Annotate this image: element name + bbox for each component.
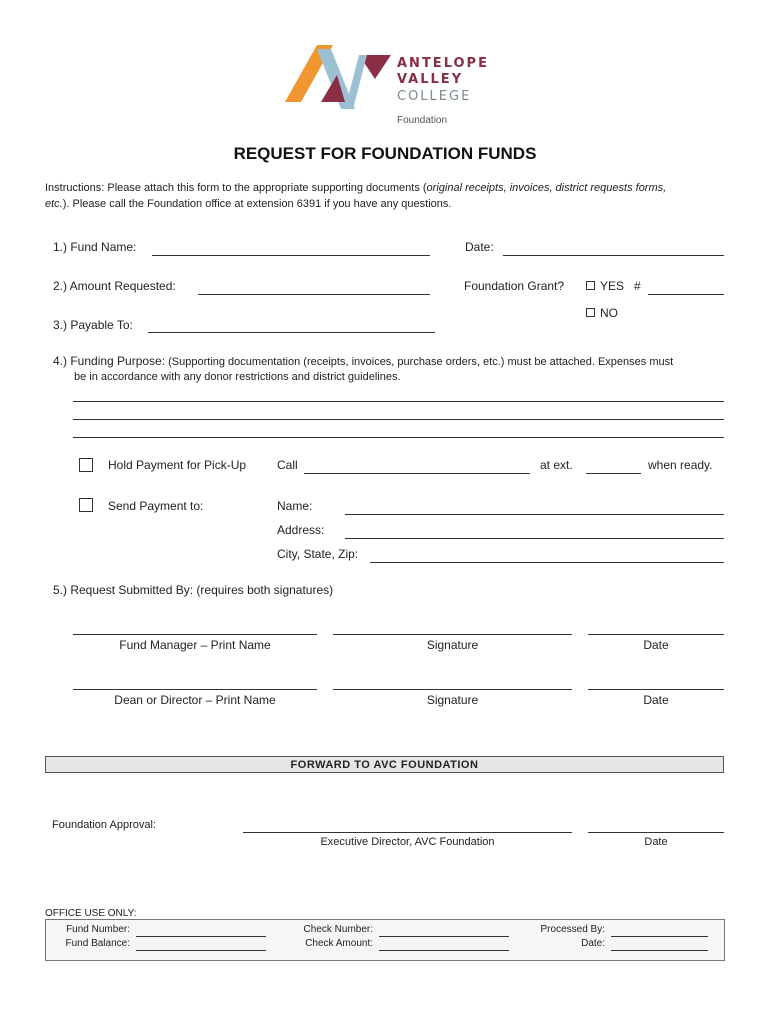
send-name-field[interactable] xyxy=(345,514,724,515)
purpose-line-1[interactable] xyxy=(73,401,724,402)
when-ready-label: when ready. xyxy=(648,458,713,472)
approval-date-caption: Date xyxy=(644,836,668,848)
college-logo xyxy=(285,45,495,130)
at-ext-label: at ext. xyxy=(540,458,573,472)
logo-line-college: COLLEGE xyxy=(397,89,472,104)
amount-requested-field[interactable] xyxy=(198,294,430,295)
logo-line-valley: VALLEY xyxy=(397,72,464,87)
instructions-line-1: Instructions: Please attach this form to the appropriate supporting documents (original receipts, invoices, district requests forms, xyxy=(45,182,667,194)
send-address-label: Address: xyxy=(277,523,325,537)
instructions-line-2: etc.). Please call the Foundation office at extension 6391 if you have any questions. xyxy=(45,198,452,210)
hold-payment-checkbox[interactable] xyxy=(79,458,93,472)
date-caption-1: Date xyxy=(643,638,669,652)
fund-manager-caption: Fund Manager – Print Name xyxy=(119,638,271,652)
dean-signature-field[interactable] xyxy=(333,689,572,690)
exec-director-signature-field[interactable] xyxy=(243,832,572,833)
signature-caption-2: Signature xyxy=(426,693,479,707)
grant-no-checkbox[interactable] xyxy=(586,308,595,317)
exec-director-caption: Executive Director, AVC Foundation xyxy=(320,836,495,848)
fund-balance-label: Fund Balance: xyxy=(65,938,130,949)
fund-manager-date-field[interactable] xyxy=(588,634,724,635)
fund-balance-field[interactable] xyxy=(136,950,266,951)
forward-banner: FORWARD TO AVC FOUNDATION xyxy=(45,756,724,773)
signature-caption-1: Signature xyxy=(426,638,479,652)
date-caption-2: Date xyxy=(643,693,669,707)
office-use-box xyxy=(45,919,725,961)
dean-date-field[interactable] xyxy=(588,689,724,690)
logo-line-antelope: ANTELOPE xyxy=(397,56,489,71)
send-city-field[interactable] xyxy=(370,562,724,563)
dean-name-field[interactable] xyxy=(73,689,317,690)
hold-payment-label: Hold Payment for Pick-Up xyxy=(108,458,247,472)
send-name-label: Name: xyxy=(277,499,313,513)
purpose-line-2[interactable] xyxy=(73,419,724,420)
office-date-label: Date: xyxy=(581,938,605,949)
dean-caption: Dean or Director – Print Name xyxy=(114,693,276,707)
send-city-label: City, State, Zip: xyxy=(277,547,359,561)
fund-number-field[interactable] xyxy=(136,936,266,937)
ext-field[interactable] xyxy=(586,473,641,474)
office-use-title: OFFICE USE ONLY: xyxy=(45,908,137,919)
fund-manager-name-field[interactable] xyxy=(73,634,317,635)
submitted-by-label: 5.) Request Submitted By: (requires both signatures) xyxy=(53,583,334,597)
check-amount-label: Check Amount: xyxy=(305,938,373,949)
logo-line-foundation: Foundation xyxy=(397,115,448,126)
funding-purpose-line-1: 4.) Funding Purpose: (Supporting documentation (receipts, invoices, purchase orders, etc.) must be attached. Expenses must xyxy=(53,354,674,368)
grant-number-field[interactable] xyxy=(648,294,724,295)
processed-by-label: Processed By: xyxy=(540,924,605,935)
processed-by-field[interactable] xyxy=(611,936,708,937)
fund-name-field[interactable] xyxy=(152,255,430,256)
fund-manager-signature-field[interactable] xyxy=(333,634,572,635)
payable-to-field[interactable] xyxy=(148,332,435,333)
send-payment-checkbox[interactable] xyxy=(79,498,93,512)
call-name-field[interactable] xyxy=(304,473,530,474)
grant-number-label: # xyxy=(634,279,641,293)
foundation-approval-label: Foundation Approval: xyxy=(52,819,156,831)
check-number-label: Check Number: xyxy=(303,924,373,935)
payable-to-label: 3.) Payable To: xyxy=(53,318,133,332)
funding-purpose-line-2: be in accordance with any donor restrictions and district guidelines. xyxy=(74,371,401,383)
grant-yes-label: YES xyxy=(600,279,625,293)
check-amount-field[interactable] xyxy=(379,950,509,951)
date-field[interactable] xyxy=(503,255,724,256)
foundation-grant-label: Foundation Grant? xyxy=(464,279,565,293)
amount-requested-label: 2.) Amount Requested: xyxy=(53,279,176,293)
grant-yes-checkbox[interactable] xyxy=(586,281,595,290)
purpose-line-3[interactable] xyxy=(73,437,724,438)
check-number-field[interactable] xyxy=(379,936,509,937)
send-payment-label: Send Payment to: xyxy=(108,499,204,513)
logo-mark-icon xyxy=(285,45,395,115)
fund-number-label: Fund Number: xyxy=(66,924,130,935)
call-label: Call xyxy=(277,458,298,472)
page-title: REQUEST FOR FOUNDATION FUNDS xyxy=(233,144,537,163)
approval-date-field[interactable] xyxy=(588,832,724,833)
date-label: Date: xyxy=(465,240,494,254)
send-address-field[interactable] xyxy=(345,538,724,539)
grant-no-label: NO xyxy=(600,306,618,320)
fund-name-label: 1.) Fund Name: xyxy=(53,240,137,254)
office-date-field[interactable] xyxy=(611,950,708,951)
